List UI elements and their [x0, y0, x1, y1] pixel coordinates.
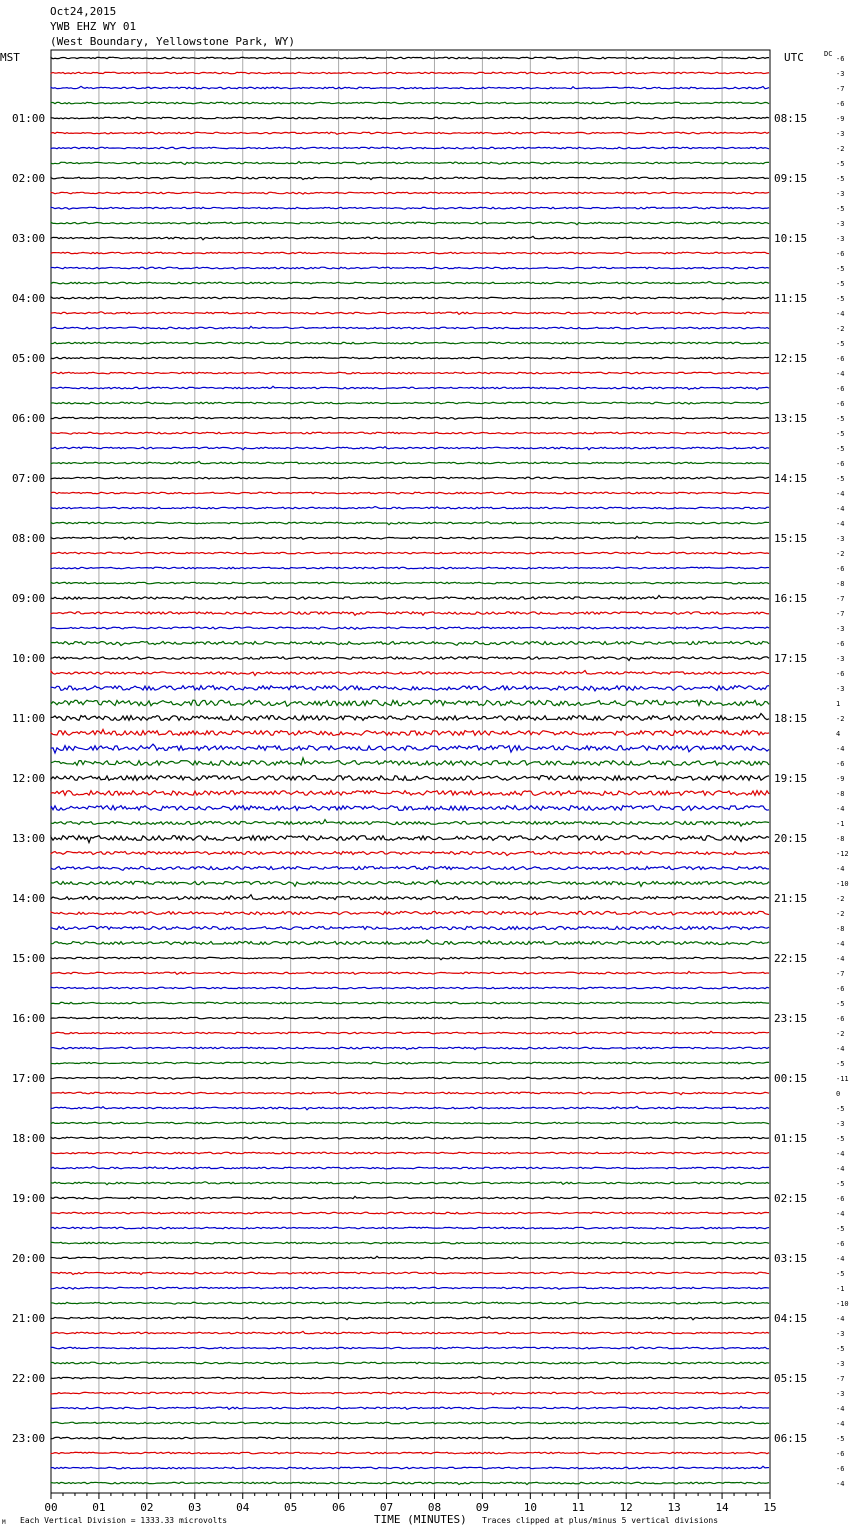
dc-offset-label: -6: [836, 670, 845, 678]
trace-line: [51, 1287, 769, 1289]
trace-line: [51, 72, 769, 74]
left-hour-label: 10:00: [12, 652, 46, 665]
dc-offset-label: -3: [836, 535, 845, 543]
right-hour-label: 00:15: [774, 1072, 808, 1085]
dc-offset-label: -6: [836, 460, 845, 468]
dc-offset-label: -5: [836, 295, 845, 303]
trace-line: [51, 102, 769, 104]
dc-offset-label: -7: [836, 595, 845, 603]
dc-offset-label: -6: [836, 100, 845, 108]
trace-line: [51, 1362, 769, 1364]
left-hour-label: 11:00: [12, 712, 46, 725]
trace-line: [51, 729, 769, 735]
left-hour-label: 08:00: [12, 532, 46, 545]
trace-line: [51, 1377, 769, 1379]
dc-offset-label: -3: [836, 1120, 845, 1128]
trace-line: [51, 86, 769, 89]
trace-line: [51, 147, 769, 149]
dc-offset-label: -5: [836, 1345, 845, 1353]
trace-line: [51, 507, 769, 509]
trace-line: [51, 627, 769, 629]
dc-offset-label: -8: [836, 580, 845, 588]
trace-line: [51, 357, 769, 359]
dc-offset-label: -6: [836, 985, 845, 993]
dc-offset-label: -2: [836, 145, 845, 153]
dc-offset-label: -5: [836, 430, 845, 438]
trace-line: [51, 267, 769, 269]
dc-offset-label: -12: [836, 850, 849, 858]
left-hour-label: 20:00: [12, 1252, 46, 1265]
dc-offset-label: -6: [836, 1465, 845, 1473]
trace-layer: [51, 57, 769, 1484]
trace-line: [51, 971, 769, 974]
dc-offset-label: -3: [836, 1330, 845, 1338]
trace-line: [51, 222, 769, 225]
left-hour-label: 15:00: [12, 952, 46, 965]
trace-line: [51, 161, 769, 164]
trace-line: [51, 372, 769, 374]
trace-line: [51, 1047, 769, 1049]
dc-offset-label: -5: [836, 475, 845, 483]
trace-line: [51, 776, 769, 781]
trace-line: [51, 552, 769, 554]
footer: [2, 1513, 718, 1526]
dc-offset-label: -6: [836, 1195, 845, 1203]
dc-offset-label: -5: [836, 1270, 845, 1278]
x-tick-label: 02: [140, 1501, 154, 1514]
trace-line: [51, 342, 769, 344]
x-tick-label: 08: [427, 1501, 442, 1514]
right-hour-label: 18:15: [774, 712, 808, 725]
trace-line: [51, 1106, 769, 1109]
left-hour-label: 18:00: [12, 1132, 46, 1145]
trace-line: [51, 1152, 769, 1154]
dc-offset-label: -4: [836, 1165, 845, 1173]
trace-line: [51, 987, 769, 989]
dc-offset-label: -8: [836, 835, 845, 843]
dc-offset-label: -4: [836, 1480, 845, 1488]
trace-line: [51, 282, 769, 284]
x-tick-label: 05: [284, 1501, 298, 1514]
dc-offset-label: -10: [836, 880, 849, 888]
trace-line: [51, 957, 769, 960]
right-hour-label: 15:15: [774, 532, 808, 545]
dc-offset-label: -6: [836, 385, 845, 393]
x-axis-title: TIME (MINUTES): [374, 1513, 467, 1526]
x-tick-label: 03: [188, 1501, 202, 1514]
x-tick-label: 01: [92, 1501, 106, 1514]
dc-offset-label: -5: [836, 1000, 845, 1008]
trace-line: [51, 866, 769, 870]
left-hour-label: 17:00: [12, 1072, 46, 1085]
trace-line: [51, 791, 769, 796]
trace-line: [51, 1137, 769, 1139]
left-hour-label: 22:00: [12, 1372, 46, 1385]
dc-offset-label: -6: [836, 565, 845, 573]
left-hour-label: 01:00: [12, 112, 46, 125]
dc-offset-label: -11: [836, 1075, 849, 1083]
trace-line: [51, 595, 769, 599]
trace-line: [51, 1392, 769, 1395]
trace-line: [51, 1212, 769, 1214]
left-hour-label: 13:00: [12, 832, 46, 845]
dc-offset-label: -1: [836, 1285, 845, 1293]
trace-line: [51, 851, 769, 855]
dc-offset-label: -5: [836, 265, 845, 273]
dc-offset-label: -4: [836, 1210, 845, 1218]
dc-offset-label: -1: [836, 820, 845, 828]
right-hour-label: 01:15: [774, 1132, 808, 1145]
dc-offset-label: -6: [836, 55, 845, 63]
trace-line: [51, 312, 769, 315]
dc-offset-label: -4: [836, 505, 845, 513]
left-hour-label: 16:00: [12, 1012, 46, 1025]
trace-line: [51, 117, 769, 119]
trace-line: [51, 1272, 769, 1274]
dc-offset-label: -5: [836, 1180, 845, 1188]
trace-line: [51, 252, 769, 254]
dc-offset-label: -3: [836, 190, 845, 198]
trace-line: [51, 1062, 769, 1064]
trace-line: [51, 1167, 769, 1169]
trace-line: [51, 447, 769, 450]
trace-line: [51, 612, 769, 615]
right-zone-label: UTC: [784, 51, 804, 64]
trace-line: [51, 1437, 769, 1439]
trace-line: [51, 1422, 769, 1424]
trace-line: [51, 1196, 769, 1199]
left-hour-label: 05:00: [12, 352, 46, 365]
trace-line: [51, 657, 769, 661]
grid-layer: [51, 50, 770, 1493]
trace-line: [51, 207, 769, 209]
trace-line: [51, 686, 769, 691]
left-hour-label: 04:00: [12, 292, 46, 305]
dc-offset-label: -5: [836, 160, 845, 168]
dc-offset-label: -4: [836, 1315, 845, 1323]
dc-offset-label: 0: [836, 1090, 841, 1098]
dc-offset-label: -3: [836, 685, 845, 693]
footer-left-mark: M: [2, 1519, 6, 1526]
dc-offset-label: -6: [836, 400, 845, 408]
trace-line: [51, 1182, 769, 1185]
dc-offset-label: -10: [836, 1300, 849, 1308]
trace-line: [51, 567, 769, 569]
dc-offset-label: -4: [836, 370, 845, 378]
trace-line: [51, 820, 769, 827]
dc-offset-label: -8: [836, 790, 845, 798]
trace-line: [51, 895, 769, 900]
left-hour-label: 23:00: [12, 1432, 46, 1445]
trace-line: [51, 386, 769, 389]
right-hour-label: 22:15: [774, 952, 808, 965]
dc-offset-label: -3: [836, 70, 845, 78]
trace-line: [51, 880, 769, 886]
trace-line: [51, 236, 769, 239]
trace-line: [51, 492, 769, 494]
dc-offset-label: 1: [836, 700, 841, 708]
trace-line: [51, 1092, 769, 1094]
dc-offset-label: -4: [836, 1150, 845, 1158]
trace-line: [51, 1031, 769, 1034]
dc-offset-label: -5: [836, 445, 845, 453]
right-hour-label: 11:15: [774, 292, 808, 305]
left-hour-label: 12:00: [12, 772, 46, 785]
right-hour-label: 08:15: [774, 112, 808, 125]
trace-line: [51, 1466, 769, 1469]
header-location: (West Boundary, Yellowstone Park, WY): [50, 35, 296, 48]
dc-offset-label: -7: [836, 610, 845, 618]
trace-line: [51, 402, 769, 404]
trace-line: [51, 926, 769, 929]
trace-line: [51, 1017, 769, 1019]
trace-line: [51, 326, 769, 328]
dc-offset-label: -2: [836, 910, 845, 918]
trace-line: [51, 1227, 769, 1229]
x-tick-label: 15: [763, 1501, 777, 1514]
right-hour-label: 20:15: [774, 832, 808, 845]
trace-line: [51, 1406, 769, 1409]
left-hour-label: 06:00: [12, 412, 46, 425]
dc-offset-label: -5: [836, 1435, 845, 1443]
dc-offset-label: -4: [836, 490, 845, 498]
dc-offset-label: -3: [836, 1390, 845, 1398]
trace-line: [51, 432, 769, 434]
plot-frame: [51, 50, 770, 1493]
dc-offset-label: -8: [836, 925, 845, 933]
right-hour-label: 05:15: [774, 1372, 808, 1385]
trace-line: [51, 297, 769, 300]
dc-offset-label: -3: [836, 625, 845, 633]
dc-offset-label: -3: [836, 235, 845, 243]
trace-line: [51, 1452, 769, 1454]
trace-line: [51, 714, 769, 721]
x-tick-label: 09: [475, 1501, 490, 1514]
trace-line: [51, 1482, 769, 1484]
dc-offset-label: -4: [836, 745, 845, 753]
trace-line: [51, 177, 769, 179]
left-hour-label: 02:00: [12, 172, 46, 185]
right-hour-label: 16:15: [774, 592, 808, 605]
x-tick-label: 10: [523, 1501, 537, 1514]
left-hour-label: 14:00: [12, 892, 46, 905]
dc-offset-label: -7: [836, 1375, 845, 1383]
clip-note: Traces clipped at plus/minus 5 vertical divisions: [482, 1516, 719, 1525]
trace-line: [51, 1077, 769, 1079]
trace-line: [51, 582, 769, 584]
dc-offset-label: -5: [836, 1135, 845, 1143]
dc-offset-label: -4: [836, 805, 845, 813]
dc-offset-label: -6: [836, 250, 845, 258]
dc-offset-label: -4: [836, 1405, 845, 1413]
x-tick-label: 12: [619, 1501, 633, 1514]
right-hour-label: 04:15: [774, 1312, 808, 1325]
trace-line: [51, 1317, 769, 1320]
dc-offset-label: -5: [836, 415, 845, 423]
dc-offset-label: -2: [836, 550, 845, 558]
dc-offset-label: -6: [836, 355, 845, 363]
dc-label: DC: [824, 50, 833, 58]
dc-offset-label: -2: [836, 715, 845, 723]
right-hour-label: 14:15: [774, 472, 808, 485]
header-date: Oct24,2015: [50, 5, 117, 18]
dc-offset-label: -5: [836, 280, 845, 288]
dc-offset-label: -5: [836, 1225, 845, 1233]
dc-offset-label: -4: [836, 955, 845, 963]
dc-offset-label: -3: [836, 655, 845, 663]
trace-line: [51, 1242, 769, 1244]
trace-line: [51, 477, 769, 479]
x-tick-label: 00: [44, 1501, 58, 1514]
right-hour-label: 13:15: [774, 412, 808, 425]
dc-offset-label: -4: [836, 1045, 845, 1053]
dc-offset-label: -3: [836, 220, 845, 228]
dc-offset-label: -6: [836, 760, 845, 768]
dc-offset-label: -9: [836, 115, 845, 123]
dc-offset-label: -4: [836, 865, 845, 873]
dc-offset-label: -6: [836, 1015, 845, 1023]
trace-line: [51, 417, 769, 419]
trace-line: [51, 1347, 769, 1349]
right-hour-label: 03:15: [774, 1252, 808, 1265]
left-hour-label: 19:00: [12, 1192, 46, 1205]
trace-line: [51, 911, 769, 914]
dc-offset-label: -9: [836, 775, 845, 783]
dc-offset-label: -2: [836, 1030, 845, 1038]
dc-offset-label: -5: [836, 175, 845, 183]
right-hour-label: 06:15: [774, 1432, 808, 1445]
trace-line: [51, 192, 769, 194]
dc-offset-label: -5: [836, 1105, 845, 1113]
dc-offset-label: -2: [836, 895, 845, 903]
left-hour-label: 03:00: [12, 232, 46, 245]
trace-line: [51, 461, 769, 463]
header-station: YWB EHZ WY 01: [50, 20, 137, 33]
trace-line: [51, 1122, 769, 1124]
trace-line: [51, 940, 769, 945]
trace-line: [51, 536, 769, 539]
x-tick-label: 11: [571, 1501, 585, 1514]
left-hour-label: 07:00: [12, 472, 46, 485]
dc-offset-label: -4: [836, 940, 845, 948]
scale-note: Each Vertical Division = 1333.33 microvolts: [20, 1516, 228, 1525]
x-tick-label: 14: [715, 1501, 729, 1514]
trace-line: [51, 700, 769, 706]
x-tick-label: 04: [236, 1501, 250, 1514]
dc-offset-label: -7: [836, 85, 845, 93]
dc-offset-label: -5: [836, 340, 845, 348]
dc-offset-label: 4: [836, 730, 841, 738]
trace-line: [51, 836, 769, 843]
dc-offset-label: -6: [836, 1240, 845, 1248]
trace-line: [51, 1256, 769, 1259]
trace-line: [51, 1331, 769, 1333]
trace-line: [51, 132, 769, 134]
right-hour-label: 12:15: [774, 352, 808, 365]
dc-offset-label: -6: [836, 640, 845, 648]
trace-line: [51, 641, 769, 645]
right-hour-label: 09:15: [774, 172, 808, 185]
dc-offset-label: -2: [836, 325, 845, 333]
trace-line: [51, 671, 769, 676]
dc-offset-label: -4: [836, 1420, 845, 1428]
dc-offset-label: -5: [836, 1060, 845, 1068]
trace-line: [51, 744, 769, 753]
x-tick-label: 06: [331, 1501, 346, 1514]
left-zone-label: MST: [0, 51, 20, 64]
dc-offset-label: -4: [836, 1255, 845, 1263]
trace-line: [51, 522, 769, 525]
left-hour-label: 21:00: [12, 1312, 46, 1325]
dc-offset-label: -5: [836, 205, 845, 213]
trace-line: [51, 758, 769, 765]
dc-offset-label: -4: [836, 520, 845, 528]
dc-offset-label: -3: [836, 130, 845, 138]
trace-line: [51, 806, 769, 811]
dc-offset-label: -4: [836, 310, 845, 318]
right-hour-label: 23:15: [774, 1012, 808, 1025]
right-hour-label: 10:15: [774, 232, 808, 245]
x-axis: [44, 1493, 776, 1514]
right-hour-label: 21:15: [774, 892, 808, 905]
right-hour-label: 19:15: [774, 772, 808, 785]
left-hour-label: 09:00: [12, 592, 46, 605]
right-hour-label: 17:15: [774, 652, 808, 665]
trace-line: [51, 1302, 769, 1304]
x-tick-label: 13: [667, 1501, 681, 1514]
dc-offset-label: -7: [836, 970, 845, 978]
trace-line: [51, 1002, 769, 1004]
dc-offset-label: -3: [836, 1360, 845, 1368]
trace-line: [51, 57, 769, 59]
dc-offset-label: -6: [836, 1450, 845, 1458]
right-hour-label: 02:15: [774, 1192, 808, 1205]
x-tick-label: 07: [379, 1501, 394, 1514]
